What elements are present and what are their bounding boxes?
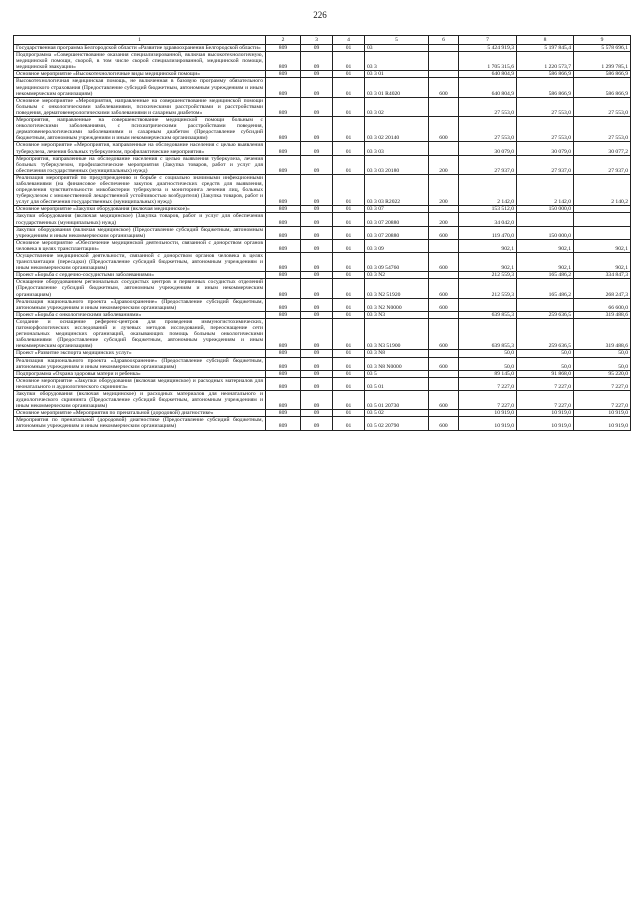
cell-csr: 03 3 N8 bbox=[365, 350, 429, 357]
cell-vr bbox=[429, 71, 459, 78]
cell-year1: 639 855,3 bbox=[459, 318, 517, 349]
cell-rz: 09 bbox=[301, 253, 333, 272]
cell-vr bbox=[429, 45, 459, 52]
cell-vr bbox=[429, 410, 459, 417]
cell-rz: 09 bbox=[301, 370, 333, 377]
cell-year1: 2 142,0 bbox=[459, 174, 517, 205]
cell-csr: 03 5 02 bbox=[365, 410, 429, 417]
cell-year2: 259 636,5 bbox=[517, 311, 574, 318]
cell-year2: 7 227,0 bbox=[517, 377, 574, 390]
cell-rz: 09 bbox=[301, 97, 333, 116]
cell-year3: 95 220,0 bbox=[574, 370, 631, 377]
cell-ved: 809 bbox=[266, 155, 301, 174]
header-col-year2: 8 bbox=[517, 36, 574, 45]
cell-csr: 03 3 07 bbox=[365, 206, 429, 213]
cell-year1: 27 937,0 bbox=[459, 155, 517, 174]
cell-year3: 5 578 696,1 bbox=[574, 45, 631, 52]
cell-pr: 01 bbox=[333, 213, 365, 226]
table-row bbox=[14, 174, 631, 205]
cell-year2: 7 227,0 bbox=[517, 390, 574, 409]
cell-pr: 01 bbox=[333, 311, 365, 318]
cell-ved: 809 bbox=[266, 226, 301, 239]
cell-csr: 03 3 02 20140 bbox=[365, 117, 429, 142]
cell-year2: 902,1 bbox=[517, 239, 574, 252]
cell-year3 bbox=[574, 206, 631, 213]
cell-rz: 09 bbox=[301, 377, 333, 390]
table-row bbox=[14, 253, 631, 272]
cell-year1: 34 042,0 bbox=[459, 213, 517, 226]
cell-ved: 809 bbox=[266, 206, 301, 213]
cell-name: Основное мероприятие «Мероприятия, направленные на совершенствование медицинской помощи больным с онкологическими заболеваниями, психическими расстройствами и расстройствами поведения, дерматовенерологическими заболеваниями и сахарным диабетом» bbox=[14, 97, 266, 116]
cell-name: Закупки оборудования (включая медицинское) (Закупка товаров, работ и услуг для обеспечения государственных (муниципальных) нужд) bbox=[14, 213, 266, 226]
cell-csr: 03 3 03 bbox=[365, 142, 429, 155]
cell-rz: 09 bbox=[301, 52, 333, 71]
cell-year3: 319 488,6 bbox=[574, 311, 631, 318]
cell-year2: 586 866,9 bbox=[517, 78, 574, 97]
cell-ved: 809 bbox=[266, 298, 301, 311]
table-row bbox=[14, 311, 631, 318]
cell-pr: 01 bbox=[333, 52, 365, 71]
cell-vr: 600 bbox=[429, 253, 459, 272]
cell-pr: 01 bbox=[333, 45, 365, 52]
table-row bbox=[14, 318, 631, 349]
cell-ved: 809 bbox=[266, 142, 301, 155]
table-row bbox=[14, 71, 631, 78]
cell-rz: 09 bbox=[301, 350, 333, 357]
cell-year1: 50,0 bbox=[459, 357, 517, 370]
table-row bbox=[14, 226, 631, 239]
table-row bbox=[14, 78, 631, 97]
cell-vr bbox=[429, 311, 459, 318]
header-col-year1: 7 bbox=[459, 36, 517, 45]
cell-ved: 809 bbox=[266, 377, 301, 390]
cell-year3: 902,1 bbox=[574, 239, 631, 252]
header-col-name: 1 bbox=[14, 36, 266, 45]
cell-year1: 7 227,0 bbox=[459, 390, 517, 409]
cell-rz: 09 bbox=[301, 311, 333, 318]
cell-pr: 01 bbox=[333, 298, 365, 311]
cell-year3 bbox=[574, 213, 631, 226]
cell-rz: 09 bbox=[301, 226, 333, 239]
cell-csr: 03 3 N8 N0000 bbox=[365, 357, 429, 370]
cell-year3: 27 553,0 bbox=[574, 97, 631, 116]
table-row bbox=[14, 45, 631, 52]
cell-rz: 09 bbox=[301, 206, 333, 213]
cell-ved: 809 bbox=[266, 174, 301, 205]
cell-vr: 600 bbox=[429, 417, 459, 430]
cell-year3: 10 919,0 bbox=[574, 410, 631, 417]
cell-csr: 03 3 07 20880 bbox=[365, 226, 429, 239]
cell-name: Реализация мероприятий по предупреждению и борьбе с социально значимыми инфекционными заболеваниями (на финансовое обеспечение закупок диагностических средств для выявления, определения чувствительности микобактерии туберкулеза и мониторинга лечения лиц, больных туберкулезом с множественной лекарственной устойчивостью возбудителя) (Закупка товаров, работ и услуг для обеспечения государственных (муниципальных) нужд) bbox=[14, 174, 266, 205]
table-row bbox=[14, 142, 631, 155]
cell-vr: 600 bbox=[429, 78, 459, 97]
table-row bbox=[14, 377, 631, 390]
table-header bbox=[14, 36, 631, 45]
cell-ved: 809 bbox=[266, 390, 301, 409]
cell-csr: 03 3 N2 51920 bbox=[365, 279, 429, 298]
cell-year2 bbox=[517, 298, 574, 311]
cell-name: Основное мероприятие «Высокотехнологичные виды медицинской помощи» bbox=[14, 71, 266, 78]
cell-csr: 03 3 07 20880 bbox=[365, 213, 429, 226]
cell-year2: 91 868,0 bbox=[517, 370, 574, 377]
cell-year3: 66 600,0 bbox=[574, 298, 631, 311]
table-body bbox=[14, 45, 631, 431]
cell-csr: 03 3 03 R2022 bbox=[365, 174, 429, 205]
page-number: 226 bbox=[313, 10, 327, 20]
cell-ved: 809 bbox=[266, 52, 301, 71]
table-row bbox=[14, 410, 631, 417]
cell-pr: 01 bbox=[333, 239, 365, 252]
cell-year2: 902,1 bbox=[517, 253, 574, 272]
cell-ved: 809 bbox=[266, 318, 301, 349]
cell-pr: 01 bbox=[333, 370, 365, 377]
table-row bbox=[14, 97, 631, 116]
header-col-rz: 3 bbox=[301, 36, 333, 45]
cell-vr: 600 bbox=[429, 390, 459, 409]
cell-name: Мероприятия по пренатальной (дородовой) диагностике (Предоставление субсидий бюджетным, автономным учреждениям и иным некоммерческим организациям) bbox=[14, 417, 266, 430]
cell-year2: 5 197 845,4 bbox=[517, 45, 574, 52]
cell-vr bbox=[429, 206, 459, 213]
cell-name: Основное мероприятие «Закупки оборудования (включая медицинское)» bbox=[14, 206, 266, 213]
cell-csr: 03 3 bbox=[365, 52, 429, 71]
cell-csr: 03 3 01 R4020 bbox=[365, 78, 429, 97]
cell-name: Мероприятия, направленные на совершенствование медицинской помощи больным с онкологическими заболеваниями, с психиатрическими расстройствами поведения, дерматовенерологическими заболеваниями и сахарным диабетом (Предоставление субсидий бюджетным, автономным учреждениям и иным некоммерческим организациям) bbox=[14, 117, 266, 142]
cell-rz: 09 bbox=[301, 417, 333, 430]
cell-year1: 639 855,3 bbox=[459, 311, 517, 318]
cell-vr bbox=[429, 142, 459, 155]
cell-pr: 01 bbox=[333, 410, 365, 417]
cell-year1: 902,1 bbox=[459, 253, 517, 272]
header-row bbox=[14, 36, 631, 45]
cell-name: Основное мероприятие «Закупки оборудования (включая медицинское) и расходных материалов для неонатального и аудиологического скрининга» bbox=[14, 377, 266, 390]
cell-ved: 809 bbox=[266, 417, 301, 430]
cell-ved: 809 bbox=[266, 71, 301, 78]
cell-year2: 165 486,2 bbox=[517, 279, 574, 298]
cell-year3: 586 866,9 bbox=[574, 71, 631, 78]
cell-year3: 2 140,2 bbox=[574, 174, 631, 205]
table-row bbox=[14, 206, 631, 213]
table-row bbox=[14, 417, 631, 430]
cell-csr: 03 5 bbox=[365, 370, 429, 377]
table-row bbox=[14, 213, 631, 226]
cell-year2: 150 000,0 bbox=[517, 226, 574, 239]
cell-rz: 09 bbox=[301, 117, 333, 142]
cell-ved: 809 bbox=[266, 350, 301, 357]
cell-pr: 01 bbox=[333, 97, 365, 116]
cell-year1: 640 804,9 bbox=[459, 71, 517, 78]
cell-year1: 1 705 315,6 bbox=[459, 52, 517, 71]
header-col-ved: 2 bbox=[266, 36, 301, 45]
cell-year1 bbox=[459, 298, 517, 311]
cell-pr: 01 bbox=[333, 390, 365, 409]
cell-pr: 01 bbox=[333, 253, 365, 272]
cell-year3: 7 227,0 bbox=[574, 377, 631, 390]
cell-csr: 03 3 09 54760 bbox=[365, 253, 429, 272]
cell-year3: 7 227,0 bbox=[574, 390, 631, 409]
cell-name: Осуществление медицинской деятельности, связанной с донорством органов человека в целях трансплантации (пересадки) (Предоставление субсидий бюджетным, автономным учреждениям и иным некоммерческим организациям) bbox=[14, 253, 266, 272]
cell-year2: 50,0 bbox=[517, 350, 574, 357]
cell-year3: 1 299 785,1 bbox=[574, 52, 631, 71]
cell-ved: 809 bbox=[266, 311, 301, 318]
cell-year2: 165 486,2 bbox=[517, 272, 574, 279]
cell-year1: 212 559,3 bbox=[459, 279, 517, 298]
cell-year2: 27 553,0 bbox=[517, 117, 574, 142]
table-row bbox=[14, 155, 631, 174]
cell-year2: 2 142,0 bbox=[517, 174, 574, 205]
cell-ved: 809 bbox=[266, 117, 301, 142]
cell-pr: 01 bbox=[333, 279, 365, 298]
cell-vr: 600 bbox=[429, 318, 459, 349]
cell-name: Закупки оборудования (включая медицинское) и расходных материалов для неонатального и аудиологического скрининга (Предоставление субсидий бюджетным, автономным учреждениям и иным некоммерческим организациям) bbox=[14, 390, 266, 409]
cell-vr bbox=[429, 52, 459, 71]
header-col-pr: 4 bbox=[333, 36, 365, 45]
cell-ved: 809 bbox=[266, 97, 301, 116]
cell-csr: 03 3 N3 bbox=[365, 311, 429, 318]
cell-csr: 03 5 01 20730 bbox=[365, 390, 429, 409]
cell-rz: 09 bbox=[301, 298, 333, 311]
cell-pr: 01 bbox=[333, 142, 365, 155]
cell-ved: 809 bbox=[266, 370, 301, 377]
cell-name: Закупки оборудования (включая медицинское) (Предоставление субсидий бюджетным, автономным учреждениям и иным некоммерческим организациям) bbox=[14, 226, 266, 239]
table-row bbox=[14, 350, 631, 357]
cell-year1: 30 079,0 bbox=[459, 142, 517, 155]
cell-pr: 01 bbox=[333, 272, 365, 279]
cell-csr: 03 bbox=[365, 45, 429, 52]
table-row bbox=[14, 52, 631, 71]
cell-year2: 27 553,0 bbox=[517, 97, 574, 116]
cell-name: Основное мероприятие «Обеспечение медицинской деятельности, связанной с донорством органов человека в целях трансплантации» bbox=[14, 239, 266, 252]
cell-vr: 600 bbox=[429, 226, 459, 239]
cell-year1: 89 145,0 bbox=[459, 370, 517, 377]
cell-vr bbox=[429, 350, 459, 357]
cell-vr: 600 bbox=[429, 357, 459, 370]
cell-vr: 600 bbox=[429, 117, 459, 142]
cell-year2: 10 919,0 bbox=[517, 410, 574, 417]
cell-year3: 10 919,0 bbox=[574, 417, 631, 430]
cell-csr: 03 3 01 bbox=[365, 71, 429, 78]
cell-year2: 1 220 573,7 bbox=[517, 52, 574, 71]
cell-name: Реализация национального проекта «Здравоохранение» (Предоставление субсидий бюджетным, автономным учреждениям и иным некоммерческим организациям) bbox=[14, 357, 266, 370]
cell-year3 bbox=[574, 226, 631, 239]
table-row bbox=[14, 357, 631, 370]
cell-year2: 30 079,0 bbox=[517, 142, 574, 155]
cell-year3: 268 247,3 bbox=[574, 279, 631, 298]
table-row bbox=[14, 370, 631, 377]
cell-rz: 09 bbox=[301, 357, 333, 370]
table-row bbox=[14, 279, 631, 298]
cell-rz: 09 bbox=[301, 142, 333, 155]
cell-year2: 259 636,5 bbox=[517, 318, 574, 349]
cell-name: Высокотехнологичная медицинская помощь, не включенная в базовую программу обязательного медицинского страхования (Предоставление субсидий бюджетным, автономным учреждениям и иным некоммерческим организациям) bbox=[14, 78, 266, 97]
cell-vr bbox=[429, 370, 459, 377]
cell-year1: 5 424 919,3 bbox=[459, 45, 517, 52]
cell-rz: 09 bbox=[301, 239, 333, 252]
cell-ved: 809 bbox=[266, 45, 301, 52]
cell-vr bbox=[429, 97, 459, 116]
cell-vr: 600 bbox=[429, 298, 459, 311]
cell-pr: 01 bbox=[333, 174, 365, 205]
cell-pr: 01 bbox=[333, 206, 365, 213]
table-row bbox=[14, 298, 631, 311]
cell-year2: 27 937,0 bbox=[517, 155, 574, 174]
cell-name: Основное мероприятие «Мероприятия, направленные на обследование населения с целью выявления туберкулеза, лечения больных туберкулезом, профилактические мероприятия» bbox=[14, 142, 266, 155]
cell-ved: 809 bbox=[266, 410, 301, 417]
cell-name: Реализация национального проекта «Здравоохранение» (Предоставление субсидий бюджетным, автономным учреждениям и иным некоммерческим организациям) bbox=[14, 298, 266, 311]
cell-name: Проект «Борьба с сердечно-сосудистыми заболеваниями» bbox=[14, 272, 266, 279]
cell-pr: 01 bbox=[333, 318, 365, 349]
cell-name: Мероприятия, направленные на обследование населения с целью выявления туберкулеза, лечения больных туберкулезом, профилактические мероприятия (Закупка товаров, работ и услуг для обеспечения государственных (муниципальных) нужд) bbox=[14, 155, 266, 174]
header-col-vr: 6 bbox=[429, 36, 459, 45]
cell-pr: 01 bbox=[333, 350, 365, 357]
cell-name: Государственная программа Белгородской области «Развитие здравоохранения Белгородской области» bbox=[14, 45, 266, 52]
cell-csr: 03 3 02 bbox=[365, 97, 429, 116]
cell-rz: 09 bbox=[301, 71, 333, 78]
cell-vr bbox=[429, 239, 459, 252]
cell-csr: 03 3 N2 N0000 bbox=[365, 298, 429, 311]
cell-year1: 27 553,0 bbox=[459, 117, 517, 142]
cell-year2: 150 000,0 bbox=[517, 206, 574, 213]
cell-pr: 01 bbox=[333, 377, 365, 390]
cell-year1: 27 553,0 bbox=[459, 97, 517, 116]
cell-rz: 09 bbox=[301, 390, 333, 409]
cell-pr: 01 bbox=[333, 226, 365, 239]
cell-csr: 03 5 01 bbox=[365, 377, 429, 390]
cell-rz: 09 bbox=[301, 78, 333, 97]
table-row bbox=[14, 272, 631, 279]
cell-vr: 600 bbox=[429, 279, 459, 298]
cell-year2: 50,0 bbox=[517, 357, 574, 370]
cell-year1: 10 919,0 bbox=[459, 410, 517, 417]
table-row bbox=[14, 390, 631, 409]
cell-rz: 09 bbox=[301, 410, 333, 417]
cell-year3: 334 847,3 bbox=[574, 272, 631, 279]
cell-year1: 119 470,0 bbox=[459, 226, 517, 239]
cell-year1: 212 559,3 bbox=[459, 272, 517, 279]
header-col-csr: 5 bbox=[365, 36, 429, 45]
cell-rz: 09 bbox=[301, 272, 333, 279]
cell-name: Проект «Развитие экспорта медицинских услуг» bbox=[14, 350, 266, 357]
cell-vr bbox=[429, 377, 459, 390]
cell-name: Оснащение оборудованием региональных сосудистых центров и первичных сосудистых отделений (Предоставление субсидий бюджетным, автономным учреждениям и иным некоммерческим организациям) bbox=[14, 279, 266, 298]
cell-vr: 200 bbox=[429, 155, 459, 174]
cell-year1: 10 919,0 bbox=[459, 417, 517, 430]
cell-ved: 809 bbox=[266, 78, 301, 97]
cell-year1: 640 804,9 bbox=[459, 78, 517, 97]
cell-ved: 809 bbox=[266, 272, 301, 279]
cell-csr: 03 3 N3 51900 bbox=[365, 318, 429, 349]
cell-year3: 586 866,9 bbox=[574, 78, 631, 97]
cell-rz: 09 bbox=[301, 155, 333, 174]
cell-year1: 153 512,0 bbox=[459, 206, 517, 213]
table-row bbox=[14, 239, 631, 252]
cell-year1: 50,0 bbox=[459, 350, 517, 357]
cell-year3: 50,0 bbox=[574, 357, 631, 370]
cell-name: Подпрограмма «Совершенствование оказания специализированной, включая высокотехнологичную, медицинской помощи, скорой, в том числе скорой специализированной, медицинской помощи, медицинской эвакуации» bbox=[14, 52, 266, 71]
cell-pr: 01 bbox=[333, 117, 365, 142]
cell-pr: 01 bbox=[333, 78, 365, 97]
cell-ved: 809 bbox=[266, 239, 301, 252]
cell-name: Основное мероприятие «Мероприятия по пренатальной (дородовой) диагностике» bbox=[14, 410, 266, 417]
cell-year3: 27 553,0 bbox=[574, 117, 631, 142]
cell-csr: 03 5 02 20790 bbox=[365, 417, 429, 430]
cell-year2 bbox=[517, 213, 574, 226]
cell-pr: 01 bbox=[333, 71, 365, 78]
cell-csr: 03 3 N2 bbox=[365, 272, 429, 279]
cell-csr: 03 3 09 bbox=[365, 239, 429, 252]
cell-rz: 09 bbox=[301, 279, 333, 298]
budget-table bbox=[13, 35, 631, 431]
cell-name: Создание и оснащение референс-центров для проведения иммуногистохимических, патоморфологических исследований и лучевых методов исследований, переоснащение сети региональных медицинских организаций, оказывающих помощь больным онкологическими заболеваниями (Предоставление субсидий бюджетным, автономным учреждениям и иным некоммерческим организациям) bbox=[14, 318, 266, 349]
cell-year3: 319 488,6 bbox=[574, 318, 631, 349]
cell-vr: 200 bbox=[429, 213, 459, 226]
cell-rz: 09 bbox=[301, 45, 333, 52]
cell-rz: 09 bbox=[301, 318, 333, 349]
cell-rz: 09 bbox=[301, 174, 333, 205]
cell-ved: 809 bbox=[266, 213, 301, 226]
cell-ved: 809 bbox=[266, 357, 301, 370]
cell-year3: 27 937,0 bbox=[574, 155, 631, 174]
cell-year3: 30 077,2 bbox=[574, 142, 631, 155]
cell-ved: 809 bbox=[266, 279, 301, 298]
cell-pr: 01 bbox=[333, 155, 365, 174]
cell-year1: 7 227,0 bbox=[459, 377, 517, 390]
cell-year3: 50,0 bbox=[574, 350, 631, 357]
cell-ved: 809 bbox=[266, 253, 301, 272]
cell-vr: 200 bbox=[429, 174, 459, 205]
cell-pr: 01 bbox=[333, 417, 365, 430]
cell-year2: 586 866,9 bbox=[517, 71, 574, 78]
cell-year3: 902,1 bbox=[574, 253, 631, 272]
cell-year1: 902,1 bbox=[459, 239, 517, 252]
cell-name: Подпрограмма «Охрана здоровья матери и ребенка» bbox=[14, 370, 266, 377]
header-col-year3: 9 bbox=[574, 36, 631, 45]
table-row bbox=[14, 117, 631, 142]
cell-vr bbox=[429, 272, 459, 279]
cell-name: Проект «Борьба с онкологическими заболеваниями» bbox=[14, 311, 266, 318]
cell-year2: 10 919,0 bbox=[517, 417, 574, 430]
cell-pr: 01 bbox=[333, 357, 365, 370]
cell-csr: 03 3 03 20180 bbox=[365, 155, 429, 174]
cell-rz: 09 bbox=[301, 213, 333, 226]
